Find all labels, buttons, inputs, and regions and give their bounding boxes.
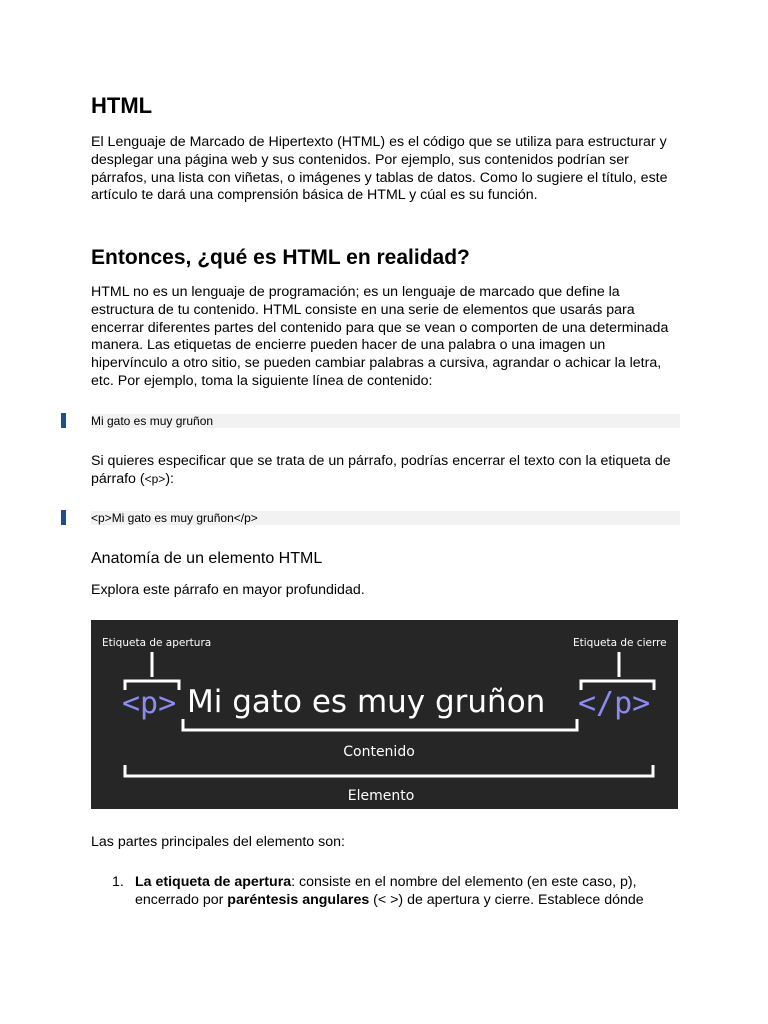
term-opening-tag: La etiqueta de apertura (135, 874, 292, 890)
label-closing-tag: Etiqueta de cierre (573, 637, 667, 649)
code-block-marker (61, 413, 66, 428)
parts-list (91, 874, 681, 910)
element-anatomy-diagram (91, 620, 678, 809)
closing-tag-bracket (581, 652, 654, 690)
element-bracket (125, 765, 653, 776)
code-example-2-text: <p>Mi gato es muy gruñon</p> (91, 511, 258, 525)
section-heading-anatomy: Anatomía de un elemento HTML (91, 550, 323, 567)
explanation-text-post: ): (165, 470, 174, 487)
what-is-html-paragraph: HTML no es un lenguaje de programación; es un lenguaje de marcado que define la estructura de tu contenido. HTML consiste en una serie de elementos que usarás para encerrar diferentes partes del contenido para que se vean o comporten de una determinada manera. Las etiquetas de encierre pueden hacer de una palabra o una imagen un hipervínculo a otro sitio, se pueden cambiar palabras a cursiva, agrandar o achicar la letra, etc. Por ejemplo, toma la siguiente línea de contenido: (91, 284, 669, 389)
diagram-close-tag: </p> (578, 686, 651, 721)
anatomy-paragraph: Explora este párrafo en mayor profundidad. (91, 582, 365, 598)
list-item (91, 874, 681, 910)
explanation-text-pre: Si quieres especificar que se trata de un párrafo, podrías encerrar el texto con la etiqueta de párrafo ( (91, 453, 671, 487)
diagram-open-tag: <p> (122, 686, 177, 721)
list-item-text-1: : consiste en el nombre del elemento (en este caso, p), encerrado por (135, 874, 637, 908)
diagram-content-text: Mi gato es muy gruñon (187, 684, 546, 720)
list-item-number: 1. (112, 874, 124, 890)
list-item-text-2: (< >) de apertura y cierre. Establece dónde (369, 891, 644, 908)
code-example-1 (91, 414, 680, 428)
label-content: Contenido (343, 744, 415, 760)
label-opening-tag: Etiqueta de apertura (102, 637, 212, 649)
opening-tag-bracket (125, 652, 179, 690)
page-title: HTML (91, 93, 153, 118)
label-element: Elemento (347, 788, 415, 804)
paragraph-tag-explanation (91, 453, 681, 489)
code-block-marker (61, 510, 66, 525)
parts-intro-paragraph: Las partes principales del elemento son: (91, 834, 345, 850)
intro-paragraph: El Lenguaje de Marcado de Hipertexto (HTML) es el código que se utiliza para estructurar y desplegar una página web y sus contenidos. Por ejemplo, sus contenidos podrían ser párrafos, una lista con viñetas, o imágenes y tablas de datos. Como lo sugiere el título, este artículo te dará una comprensión básica de HTML y cúal es su función. (91, 134, 668, 204)
code-example-2 (91, 511, 680, 525)
content-bracket (183, 719, 577, 730)
inline-code-p: <p> (144, 471, 166, 486)
section-heading-what-is-html: Entonces, ¿qué es HTML en realidad? (91, 246, 470, 269)
term-angle-brackets: paréntesis angulares (227, 891, 370, 908)
code-example-1-text: Mi gato es muy gruñon (91, 414, 214, 428)
